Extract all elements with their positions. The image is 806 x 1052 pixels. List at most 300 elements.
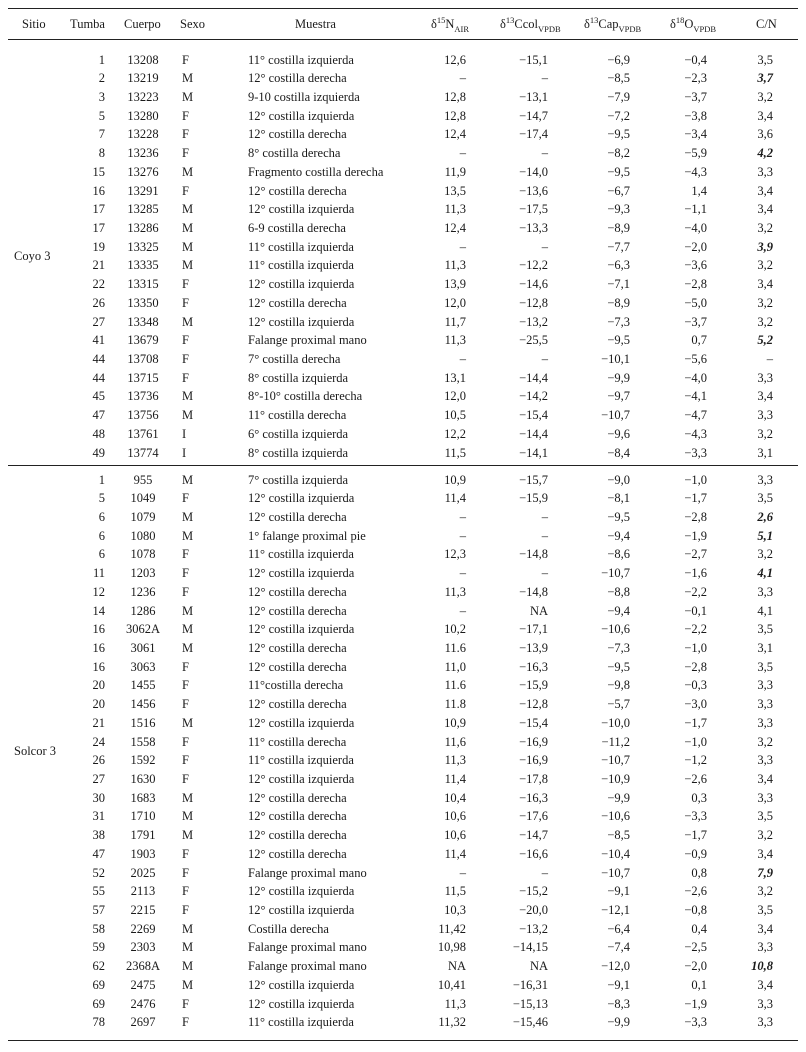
cell-muestra: 12° costilla derecha [248,603,347,618]
cell-cuerpo: 13774 [127,445,159,460]
cell-o18: −4,3 [684,426,707,441]
cell-cuerpo: 1079 [130,509,156,524]
cell-ccol: −16,6 [519,846,548,861]
cell-cn: 3,3 [757,584,773,599]
cell-ccol: −14,15 [512,940,548,955]
cell-o18: −2,2 [684,622,707,637]
cell-n15: – [459,509,466,524]
cell-muestra: 12° costilla izquierda [248,772,355,786]
cell-o18: −1,0 [684,472,707,487]
cell-n15: 12,6 [444,52,466,67]
cell-tumba: 17 [92,202,105,217]
cell-sexo: M [182,828,194,843]
cell-cap: −7,2 [607,108,630,123]
cell-sexo: F [182,146,189,161]
cell-n15: 11.6 [444,678,466,693]
cell-cap: −10,4 [601,846,630,861]
table-row [8,882,798,901]
cell-cn: 3,4 [757,389,773,404]
cell-cap: −8,3 [607,996,630,1011]
cell-tumba: 52 [92,865,105,880]
cell-tumba: 44 [92,352,105,366]
cell-tumba: 5 [98,491,105,506]
cell-n15: 11,3 [444,584,466,599]
standard: VPDB [538,24,561,34]
cell-sexo: M [182,164,194,179]
cell-cn: 5,1 [757,528,773,543]
table-row [8,387,798,406]
cell-sexo: M [182,809,194,824]
cell-o18: −4,0 [684,220,707,235]
cell-cn: 3,5 [757,52,773,67]
cell-n15: 12,2 [444,426,466,441]
cell-muestra: 11° costilla izquierda [248,52,354,67]
header-cn: C/N [756,17,777,31]
cell-sexo: M [182,220,194,235]
cell-o18: 0,4 [691,921,707,936]
cell-cn: 3,2 [757,426,773,441]
table-row [8,901,798,920]
cell-cn: 3,4 [757,108,773,123]
cell-ccol: −14,2 [519,389,548,404]
cell-sexo: M [182,528,194,543]
cell-sexo: F [182,884,189,899]
cell-sexo: F [182,547,189,562]
cell-muestra: 12° costilla derecha [248,659,347,674]
cell-ccol: −15,4 [519,715,548,730]
cell-muestra: 6-9 costilla derecha [248,220,346,235]
cell-cn: 3,2 [757,547,773,562]
header-d15n [431,17,469,32]
cell-ccol: −16,3 [519,659,548,674]
cell-cn: 3,5 [757,491,773,506]
isotope-mass: 15 [436,15,446,25]
cell-tumba: 16 [92,659,105,674]
cell-tumba: 69 [92,996,105,1011]
cell-tumba: 19 [92,239,105,254]
cell-o18: −4,7 [684,408,707,423]
cell-cn: 3,4 [757,277,773,292]
cell-cap: −10,7 [601,566,630,581]
cell-muestra: Costilla derecha [248,921,329,936]
cell-cuerpo: 13291 [127,183,159,198]
cell-ccol: −16,9 [519,753,548,768]
table-row [8,733,798,752]
cell-o18: −0,4 [684,52,707,67]
cell-sexo: F [182,127,189,142]
cell-o18: −2,2 [684,584,707,599]
cell-ccol: −12,8 [519,295,548,310]
cell-ccol: −17,6 [519,809,548,824]
cell-cuerpo: 3063 [130,659,156,674]
cell-muestra: 12° costilla derecha [248,828,347,843]
cell-cuerpo: 1903 [130,846,156,861]
table-row [8,489,798,508]
cell-cap: −8,4 [607,445,630,460]
cell-n15: 11,42 [438,921,466,936]
cell-ccol: – [541,509,548,524]
cell-sexo: F [182,659,189,674]
cell-cn: 3,7 [757,71,773,86]
cell-cn: 3,2 [757,734,773,749]
cell-cap: −9,5 [607,333,630,348]
cell-o18: −1,9 [684,528,707,543]
cell-cn: 3,4 [757,772,773,786]
cell-muestra: Falange proximal mano [248,865,367,880]
bottom-rule [8,1040,798,1041]
cell-n15: 11.6 [444,640,466,655]
header-tumba: Tumba [70,17,105,31]
cell-ccol: −16,9 [519,734,548,749]
cell-o18: −3,3 [684,445,707,460]
cell-sexo: M [182,603,194,618]
cell-ccol: – [541,865,548,880]
cell-cap: −9,7 [607,389,630,404]
cell-cuerpo: 1455 [130,678,156,693]
cell-cuerpo: 955 [133,472,153,487]
cell-tumba: 47 [92,846,105,861]
table-row [8,1013,798,1032]
cell-cap: −5,7 [607,697,630,712]
cell-muestra: 12° costilla derecha [248,509,347,524]
header-rule [8,39,798,40]
cell-tumba: 27 [92,314,105,329]
cell-cn: 3,5 [757,622,773,637]
cell-cn: 3,1 [757,445,773,460]
cell-n15: 10,6 [444,809,466,824]
cell-cuerpo: 1049 [130,491,156,506]
cell-n15: 10,98 [437,940,466,955]
cell-ccol: −13,1 [519,89,548,104]
cell-cuerpo: 13315 [127,277,159,292]
cell-sexo: M [182,408,194,423]
cell-cap: −7,3 [607,314,630,329]
cell-ccol: NA [529,959,548,974]
cell-tumba: 69 [92,977,105,992]
header-muestra: Muestra [295,17,336,31]
cell-o18: −0,3 [684,678,707,693]
table-row [8,770,798,789]
cell-sexo: M [182,202,194,217]
cell-cap: −8,6 [607,547,630,562]
cell-cap: −9,3 [607,202,630,217]
cell-ccol: −17,8 [519,772,548,786]
cell-o18: −1,9 [684,996,707,1011]
cell-tumba: 16 [92,640,105,655]
cell-sexo: F [182,903,189,918]
cell-tumba: 47 [92,408,105,423]
cell-muestra: 7° costilla derecha [248,352,341,366]
cell-ccol: – [541,146,548,161]
cell-cuerpo: 2025 [130,865,156,880]
cell-muestra: 12° costilla izquierda [248,566,355,581]
cell-o18: −3,0 [684,697,707,712]
cell-cn: 3,5 [757,659,773,674]
cell-n15: 11,4 [444,772,466,786]
cell-n15: 10,9 [444,715,466,730]
cell-ccol: −14,8 [519,547,548,562]
cell-n15: 11,3 [444,333,466,348]
cell-o18: −1,0 [684,640,707,655]
cell-cn: 4,1 [757,566,773,581]
cell-sexo: M [182,239,194,254]
cell-muestra: 12° costilla derecha [248,584,347,599]
cell-cuerpo: 1236 [130,584,156,599]
cell-cap: −12,0 [601,959,630,974]
cell-cap: −9,9 [607,1015,630,1030]
cell-muestra: 8° costilla izquierda [248,370,349,385]
cell-muestra: 12° costilla izquierda [248,996,355,1011]
cell-cuerpo: 13219 [127,71,159,86]
cell-n15: 10,6 [444,828,466,843]
cell-tumba: 27 [92,772,105,786]
cell-cap: −6,7 [607,183,630,198]
cell-muestra: 12° costilla izquierda [248,884,355,899]
isotope-mass: 13 [589,15,599,25]
table-header [8,8,798,39]
cell-tumba: 58 [92,921,105,936]
cell-cn: 4,1 [757,603,773,618]
cell-ccol: – [541,566,548,581]
delta-symbol: δ [431,17,437,31]
cell-sexo: M [182,977,194,992]
cell-cuerpo: 2697 [130,1015,156,1030]
cell-muestra: Falange proximal mano [248,333,367,348]
cell-sexo: F [182,734,189,749]
cell-cap: −10,7 [601,865,630,880]
cell-o18: −2,8 [684,659,707,674]
cell-o18: −1,7 [684,828,707,843]
cell-ccol: −15,1 [519,52,548,67]
cell-muestra: Fragmento costilla derecha [248,164,384,179]
cell-cn: 3,2 [757,258,773,273]
cell-tumba: 59 [92,940,105,955]
cell-o18: −1,7 [684,715,707,730]
cell-ccol: −14,7 [519,108,548,123]
cell-sexo: M [182,509,194,524]
cell-n15: 12,8 [444,89,466,104]
cell-muestra: 12° costilla derecha [248,71,347,86]
cell-tumba: 21 [92,258,105,273]
cell-cuerpo: 3061 [130,640,156,655]
cell-cn: 3,5 [757,809,773,824]
cell-muestra: 8° costilla derecha [248,146,341,161]
cell-ccol: −14,4 [519,426,548,441]
cell-cap: −8,5 [607,828,630,843]
cell-muestra: 11° costilla izquierda [248,547,354,562]
cell-o18: −2,6 [684,884,707,899]
cell-cap: −9,4 [607,528,630,543]
cell-ccol: −20,0 [519,903,548,918]
cell-cap: −7,4 [607,940,630,955]
table-row [8,602,798,621]
cell-sexo: F [182,352,189,366]
cell-cap: −10,9 [601,772,630,786]
cell-cn: 4,2 [757,146,773,161]
table-row [8,639,798,658]
cell-sexo: I [182,445,187,460]
table-row [8,864,798,883]
cell-cuerpo: 13285 [127,202,159,217]
cell-cap: −10,6 [601,622,630,637]
table-row [8,182,798,201]
table-row [8,200,798,219]
table-row [8,976,798,995]
cell-cn: 3,2 [757,220,773,235]
cell-n15: 11,3 [444,258,466,273]
cell-cn: 3,3 [757,697,773,712]
table-row [8,957,798,976]
cell-ccol: −15,13 [512,996,548,1011]
cell-o18: −4,0 [684,370,707,385]
cell-muestra: 12° costilla izquierda [248,314,355,329]
cell-sexo: M [182,640,194,655]
table-row [8,294,798,313]
cell-cap: −8,5 [607,71,630,86]
cell-cap: −7,7 [607,239,630,254]
cell-muestra: 11° costilla izquierda [248,1015,354,1030]
cell-cuerpo: 1516 [130,715,156,730]
cell-muestra: 7° costilla izquierda [248,472,349,487]
table-row [8,620,798,639]
cell-n15: 12,0 [444,295,466,310]
cell-tumba: 6 [98,547,105,562]
cell-cap: −6,9 [607,52,630,67]
cell-cap: −8,9 [607,295,630,310]
table-row [8,807,798,826]
cell-cap: −8,8 [607,584,630,599]
cell-ccol: −17,1 [519,622,548,637]
cell-n15: – [459,865,466,880]
cell-tumba: 45 [92,389,105,404]
cell-cap: −9,5 [607,659,630,674]
cell-tumba: 7 [98,127,105,142]
cell-cuerpo: 1456 [130,697,156,712]
cell-cn: 10,8 [751,959,773,974]
cell-sexo: M [182,959,194,974]
standard: VPDB [618,24,642,34]
cell-n15: 11,3 [444,996,466,1011]
cell-sexo: F [182,566,189,581]
cell-cuerpo: 13756 [127,408,159,423]
table-row [8,789,798,808]
cell-cn: – [766,352,773,366]
cell-sexo: F [182,108,189,123]
cell-cn: 3,1 [757,640,773,655]
cell-sexo: M [182,790,194,805]
cell-cn: 3,2 [757,89,773,104]
cell-tumba: 78 [92,1015,105,1030]
cell-ccol: −15,9 [519,678,548,693]
table-row [8,845,798,864]
cell-cuerpo: 2113 [130,884,156,899]
cell-o18: −1,2 [684,753,707,768]
cell-cn: 3,3 [757,164,773,179]
table-row [8,125,798,144]
cell-n15: 11.8 [444,697,466,712]
cell-cap: −9,1 [607,884,630,899]
cell-muestra: 8°-10° costilla derecha [248,389,363,404]
cell-ccol: −15,46 [512,1015,548,1030]
isotope-mass: 18 [675,15,685,25]
cell-sexo: F [182,846,189,861]
cell-muestra: 12° costilla derecha [248,809,347,824]
cell-tumba: 5 [98,108,105,123]
cell-cap: −10,1 [601,352,630,366]
cell-o18: −0,8 [684,903,707,918]
cell-o18: −5,0 [684,295,707,310]
cell-cn: 2,6 [757,509,773,524]
delta-symbol: δ [500,17,506,31]
cell-cuerpo: 13708 [127,352,159,366]
cell-sexo: F [182,865,189,880]
cell-muestra: 11° costilla izquierda [248,239,354,254]
cell-cuerpo: 1558 [130,734,156,749]
cell-muestra: 11° costilla derecha [248,734,347,749]
cell-tumba: 12 [92,584,105,599]
cell-ccol: −15,9 [519,491,548,506]
table-row [8,444,798,463]
cell-cap: −11,2 [601,734,630,749]
table-row [8,219,798,238]
table-row [8,107,798,126]
table-row [8,527,798,546]
cell-sexo: F [182,584,189,599]
cell-n15: 12,4 [444,127,466,142]
cell-n15: 13,5 [444,183,466,198]
cell-ccol: – [541,352,548,366]
cell-muestra: 12° costilla izquierda [248,715,355,730]
header-sexo: Sexo [180,17,205,31]
cell-sexo: M [182,940,194,955]
cell-o18: −4,3 [684,164,707,179]
cell-tumba: 30 [92,790,105,805]
cell-cuerpo: 1203 [130,566,156,581]
cell-o18: −2,5 [684,940,707,955]
cell-cn: 3,3 [757,753,773,768]
cell-ccol: −14,8 [519,584,548,599]
cell-n15: 10,41 [437,977,466,992]
cell-n15: – [459,603,466,618]
table-row [8,583,798,602]
cell-muestra: 12° costilla izquierda [248,108,355,123]
site-label: Coyo 3 [14,249,51,264]
cell-sexo: M [182,389,194,404]
cell-tumba: 1 [98,52,105,67]
cell-muestra: 12° costilla derecha [248,183,347,198]
cell-n15: 11,4 [444,846,466,861]
cell-sexo: M [182,622,194,637]
cell-cuerpo: 13736 [127,389,159,404]
cell-ccol: −13,9 [519,640,548,655]
cell-cuerpo: 1791 [130,828,156,843]
cell-sexo: F [182,1015,189,1030]
cell-tumba: 11 [92,566,105,581]
cell-o18: −2,7 [684,547,707,562]
cell-sexo: F [182,678,189,693]
site-label: Solcor 3 [14,744,57,759]
cell-n15: NA [447,959,466,974]
cell-ccol: −14,7 [519,828,548,843]
cell-muestra: 12° costilla derecha [248,846,347,861]
cell-cap: −7,1 [607,277,630,292]
cell-cuerpo: 1592 [130,753,156,768]
cell-n15: – [459,566,466,581]
cell-muestra: 12° costilla izquierda [248,491,355,506]
cell-n15: 13,1 [444,370,466,385]
header-d13ccol [500,17,561,32]
cell-sexo: F [182,295,189,310]
